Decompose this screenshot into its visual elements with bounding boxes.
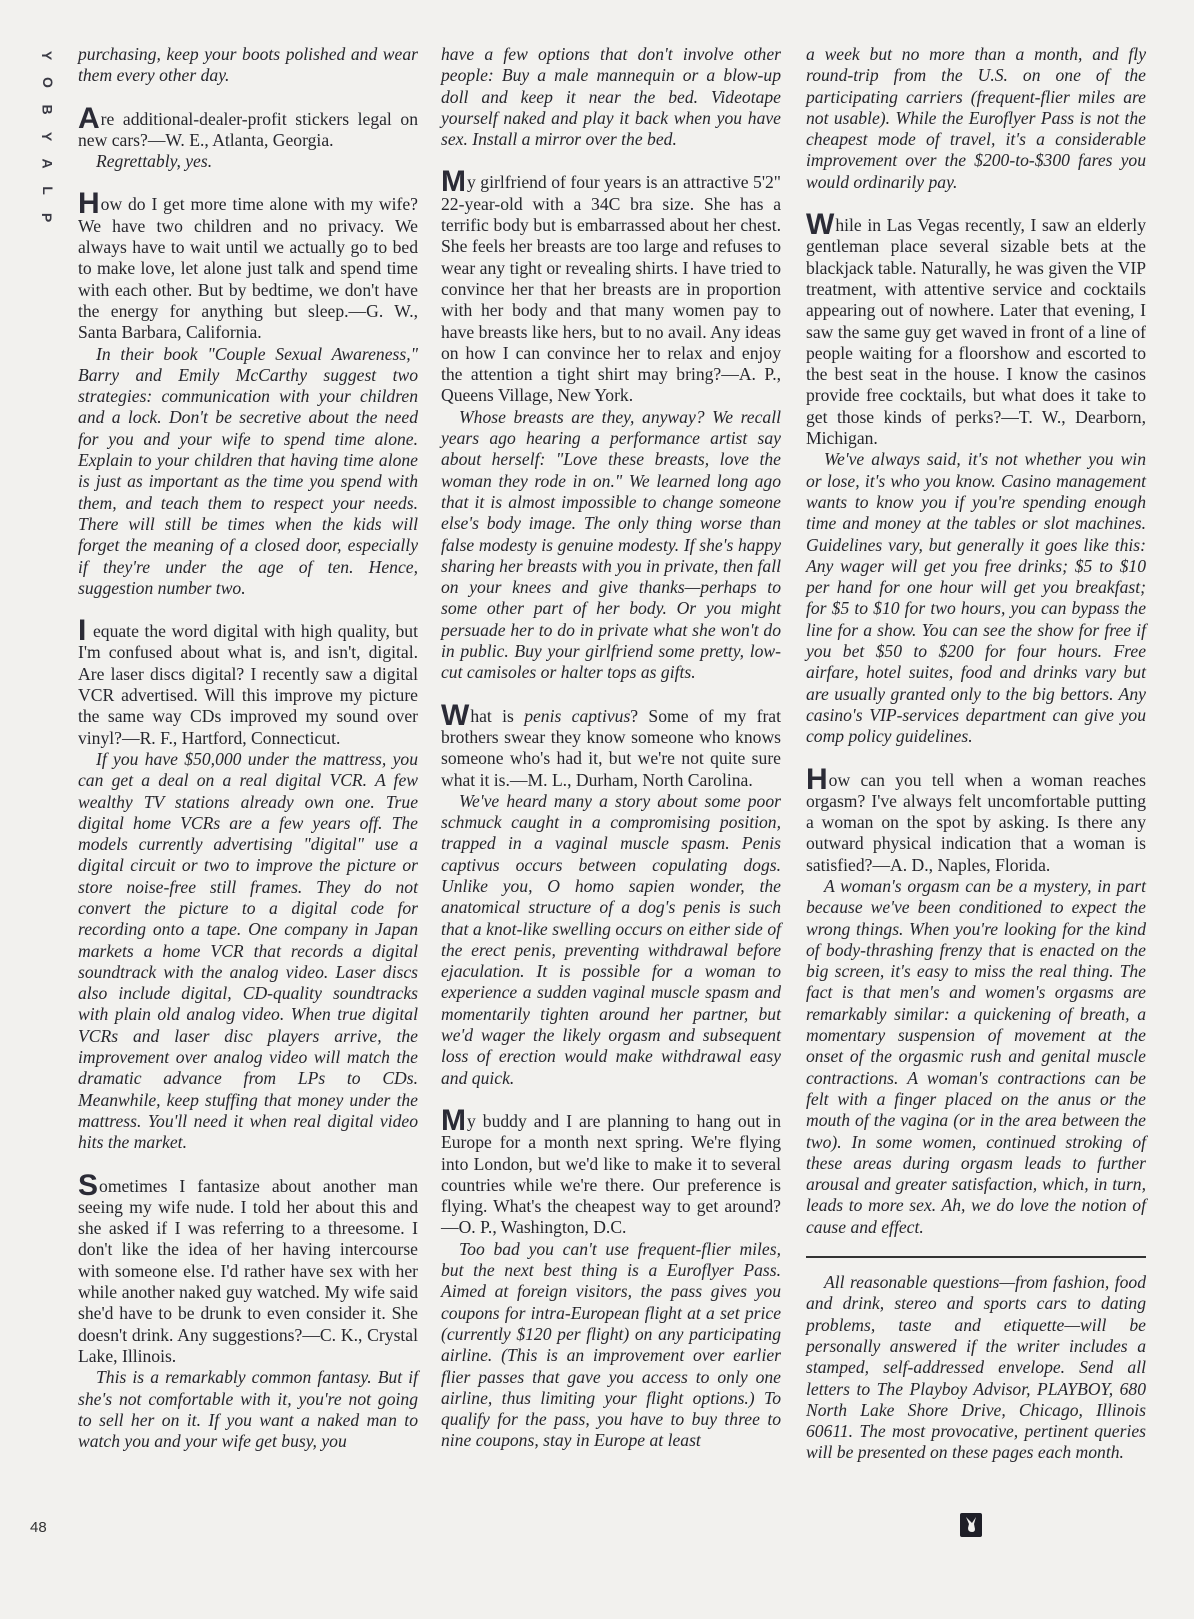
drop-cap: S	[78, 1168, 99, 1202]
question-text: y buddy and I are planning to hang out in Europe for a month next spring. We're flying into London, but we'd like to make it to several countries while we're there. Our preference is flying. What's the cheapest way to get around?—O. P., Washington, D.C.	[441, 1110, 781, 1238]
question-text: hat is	[470, 705, 525, 726]
sidebar-letter: Y	[39, 131, 56, 142]
answer-text: This is a remarkably common fantasy. But if she's not comfortable with it, you're not going to sell her on it. If you want a naked man to watch you and your wife get busy, you	[78, 1367, 418, 1452]
answer-text: We've heard many a story about some poor schmuck caught in a compromising position, trapped in a vaginal muscle spasm. Penis captivus occurs between copulating dogs. Unlike you, O homo sapien wonder, the anatomical structure of a dog's penis is such that a knot-like swelling occurs on either side of the erect penis, preventing withdrawal before ejaculation. It is possible for a woman to experience a sudden vaginal muscle spasm and momentarily tighten around her partner, but we'd wager the likely orgasm and subsequent loss of erection would make withdrawal easy and quick.	[441, 790, 781, 1088]
sidebar-letter: B	[39, 104, 56, 115]
sidebar-letter: P	[39, 212, 56, 223]
question-text: y girlfriend of four years is an attractive 5'2" 22-year-old with a 34C bra size. She has a terrific body but is embarrassed about her chest. She feels her breasts are too large and refuses to wear any tight or revealing shirts. I have tried to convince her that her breasts are in proportion with her body and that many women pay to have breasts like hers, but to no avail. Any ideas on how I can convince her to relax and enjoy the attention a tight shirt may bring?—A. P., Queens Village, New York.	[441, 172, 781, 406]
answer-text: We've always said, it's not whether you win or lose, it's who you know. Casino management wants to know you if you're spending enough time and money at the tables or slot machines. Guidelines vary, but generally it goes like this: Any wager will get you free drinks; $5 to $10 per hand for one hour will get you breakfast; for $5 to $10 for two hours, you can bypass the line for a show. You can see the show for free if you bet $50 to $200 for four hours. Free airfare, hotel suites, food and drinks vary but are usually granted only to the big bettors. Any casino's VIP-services department can give you comp policy guidelines.	[806, 449, 1146, 747]
question-emphasis: penis captivus	[524, 705, 631, 726]
question-text: hile in Las Vegas recently, I saw an elderly gentleman place several sizable bets at the blackjack table. Naturally, he was given the VIP treatment, with attentive service and cocktails appearing out of nowhere. Later that evening, I saw the same guy get waved in front of a line of people waiting for a floorshow and escorted to the best seat in the house. I know the casinos provide free cocktails, but what does it take to get those kinds of perks?—T. W., Dearborn, Michigan.	[806, 215, 1146, 449]
answer-text: Whose breasts are they, anyway? We recall years ago hearing a performance artist say about herself: "Love these breasts, love the woman they rode in on." We learned long ago that it is almost impossible to change someone else's body image. The only thing worse than false modesty is genuine modesty. If she's happy sharing her breasts with you in private, then fall on your knees and give thanks—perhaps to some other part of her body. Or you might persuade her to do in private what she won't do in public. Buy your girlfriend some pretty, low-cut camisoles or halter tops as gifts.	[441, 406, 781, 683]
drop-cap: H	[806, 762, 828, 796]
answer-text: purchasing, keep your boots polished and wear them every other day.	[78, 44, 418, 86]
drop-cap: M	[441, 165, 466, 199]
answer-text: In their book "Couple Sexual Awareness," Barry and Emily McCarthy suggest two strategies: communication with your children and a lock. Don't be secretive about the need for you and your wife to spend time alone. Explain to your children that having time alone is just as important as the time you spend with them, and teach them to respect your needs. There will still be times when the kids will forget the meaning of a closed door, especially if they're under the age of ten. Hence, suggestion number two.	[78, 343, 418, 598]
answer-text: Regrettably, yes.	[96, 151, 213, 172]
question-text: equate the word digital with high quality, but I'm confused about what is, and isn't, digital. Are laser discs digital? I recently saw a digital VCR advertised. Will this improve my picture the same way CDs improved my sound over vinyl?—R. F., Hartford, Connecticut.	[78, 621, 418, 748]
question	[78, 614, 418, 749]
question	[441, 165, 781, 406]
column-2	[441, 44, 781, 1452]
sidebar-letter: O	[39, 77, 56, 88]
drop-cap: H	[78, 187, 100, 221]
question-text: ow can you tell when a woman reaches orgasm? I've always felt uncomfortable putting a woman on the spot by asking. Is there any outward physical indication that a woman is satisfied?—A. D., Naples, Florida.	[806, 769, 1146, 875]
answer-text: A woman's orgasm can be a mystery, in part because we've been conditioned to expect the wrong things. When you're looking for the kind of body-thrashing frenzy that is enacted on the big screen, it's easy to miss the real thing. The fact is that men's and women's orgasms are remarkably similar: a quickening of breath, a momentary suspension of movement at the onset of the orgasmic rush and genital muscle contractions. A woman's contractions can be felt with a finger placed on the anus or the mouth of the vagina (or in the area between the two). In some women, continued stroking of these areas during orgasm leads to further arousal and greater satisfaction, which, in turn, leads to more sex. Ah, we do love the notion of cause and effect.	[806, 875, 1146, 1237]
question-text: ow do I get more time alone with my wife? We have two children and no privacy. We always have to wait until we actually go to bed to make love, let alone just talk and spend time with each other. But by bedtime, we don't have the energy for anything but sleep.—G. W., Santa Barbara, California.	[78, 194, 418, 343]
drop-cap: M	[441, 1103, 466, 1137]
question-text: ? Some of my frat brothers swear they know someone who knows someone who's had it, but we're not quite sure what it is.—M. L., Durham, North Carolina.	[441, 705, 782, 790]
question	[441, 1103, 781, 1239]
answer-text: Too bad you can't use frequent-flier miles, but the next best thing is a Euroflyer Pass. Aimed at foreign visitors, the pass gives you coupons for intra-European flight at a set price (currently $120 per flight) on any participating airline. (This is an improvement over earlier flier passes that gave you access to only one airline, thus limiting your flight options.) To qualify for the pass, you have to buy three to nine coupons, stay in Europe at least	[441, 1238, 781, 1451]
page-number: 48	[30, 1519, 47, 1536]
rabbit-logo-icon	[960, 1513, 982, 1537]
drop-cap: W	[441, 698, 470, 732]
sidebar-letter: A	[39, 158, 56, 169]
answer-text: a week but no more than a month, and fly round-trip from the U.S. on one of the participating carriers (frequent-flier miles are not usable). While the Euroflyer Pass is not the cheapest mode of travel, it's a considerable improvement over the $200-to-$300 fares you would ordinarily pay.	[806, 44, 1146, 192]
sidebar-letter: Y	[39, 50, 56, 61]
divider	[806, 1256, 1146, 1258]
question	[78, 101, 418, 152]
sidebar-letter: L	[39, 186, 56, 195]
question	[78, 187, 418, 343]
question	[806, 208, 1146, 449]
column-1	[78, 44, 418, 1452]
drop-cap: A	[78, 101, 100, 135]
answer-text: have a few options that don't involve other people: Buy a male mannequin or a blow-up doll and keep it near the bed. Videotape yourself naked and play it back when you have sex. Install a mirror over the bed.	[441, 44, 781, 150]
question	[78, 1168, 418, 1368]
question	[806, 762, 1146, 876]
drop-cap: I	[78, 614, 87, 648]
footer-note: All reasonable questions—from fashion, food and drink, stereo and sports cars to dating problems, taste and etiquette—will be personally answered if the writer includes a stamped, self-addressed envelope. Send all letters to The Playboy Advisor, PLAYBOY, 680 North Lake Shore Drive, Chicago, Illinois 60611. The most provocative, pertinent queries will be presented on these pages each month.	[806, 1272, 1146, 1463]
answer-text: If you have $50,000 under the mattress, you can get a deal on a real digital VCR. A few wealthy TV stations already own one. True digital home VCRs are a few years off. The models currently advertising "digital" use a digital circuit or two to improve the picture or store noise-free still frames. They do not convert the picture to a digital code for recording onto a tape. One company in Japan markets a home VCR that records a digital soundtrack with the analog video. Laser discs also include digital, CD-quality soundtracks with plain old analog video. When true digital VCRs and laser disc players arrive, the improvement over analog video will match the dramatic advance from LPs to CDs. Meanwhile, keep stuffing that money under the mattress. You'll need it when real digital video hits the market.	[78, 748, 418, 1153]
question	[441, 698, 782, 791]
question-text: re additional-dealer-profit stickers legal on new cars?—W. E., Atlanta, Georgia.	[78, 108, 418, 150]
column-3	[806, 44, 1146, 1464]
playboy-sidebar-title	[36, 42, 58, 231]
drop-cap: W	[806, 208, 835, 242]
question-text: ometimes I fantasize about another man seeing my wife nude. I told her about this and she asked if I was referring to a threesome. I don't like the idea of her having intercourse with someone else. I'd rather have sex with her while another naked guy watched. My wife said she'd have to be drunk to even consider it. She doesn't drink. Any suggestions?—C. K., Crystal Lake, Illinois.	[78, 1175, 418, 1366]
